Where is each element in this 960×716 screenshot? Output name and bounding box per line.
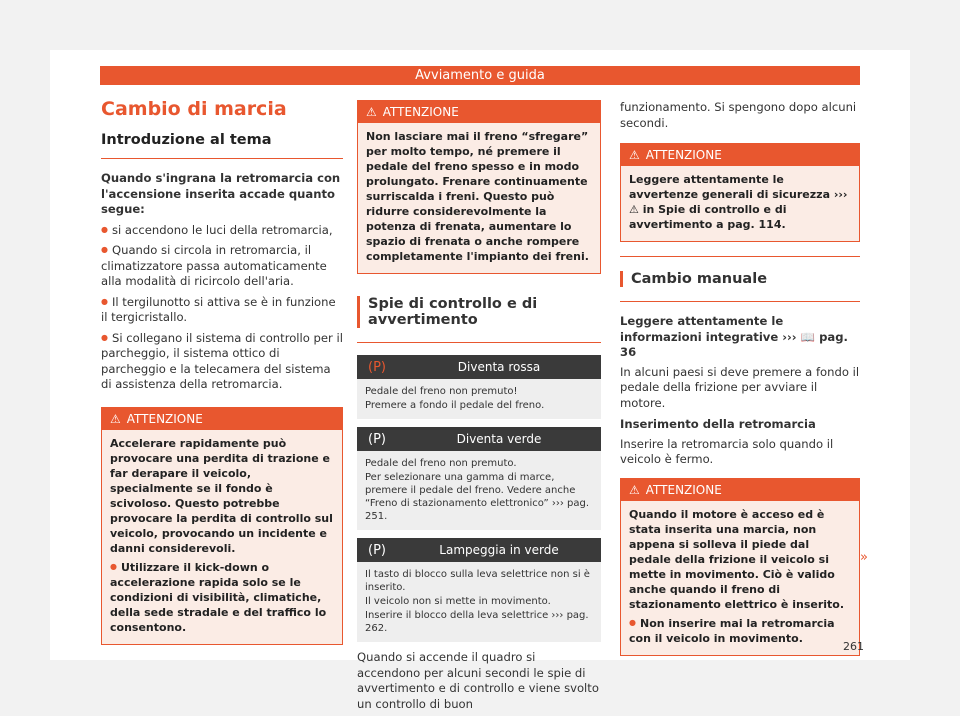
section-title: Spie di controllo e di avvertimento: [357, 296, 601, 328]
lamp-line: Pedale del freno non premuto!: [365, 386, 518, 397]
warning-label: ATTENZIONE: [382, 105, 459, 119]
warning-text: Non lasciare mai il freno “sfregare” per molto tempo, né premere il pedale del freno spesso e in modo prolungato. Frenare continuamente surriscalda i freni. Questo può ridurre considerevolmente la potenza di frenata, aumentare lo spazio di frenata o anche rompere completamente l'impianto dei freni.: [366, 130, 589, 263]
lamp-line: Il veicolo non si mette in movimento.: [365, 596, 551, 607]
brake-lamp-icon: (P): [368, 359, 386, 375]
closing-text: Quando si accende il quadro si accendono per alcuni secondi le spie di avvertimento e di controllo e viene svolto un controllo di buon: [357, 650, 599, 711]
warning-header: [621, 479, 859, 501]
lamp-line: Pedale del freno non premuto.: [365, 458, 517, 469]
lamp-header: [357, 538, 601, 562]
warning-triangle-icon: ⚠: [366, 105, 377, 119]
bullet-item: ● Quando si circola in retromarcia, il climatizzatore passa automaticamente alla modalità di ricircolo dell'aria.: [101, 242, 343, 290]
warning-box: [620, 143, 860, 242]
lamp-line: Per selezionare una gamma di marce, premere il pedale del freno. Vedere anche “Freno di stazionamento elettronico” ››› pag. 251.: [365, 472, 590, 522]
divider: [101, 158, 343, 159]
column-1: [101, 98, 343, 655]
page-number: 261: [843, 640, 864, 653]
continued-text: funzionamento. Si spengono dopo alcuni secondi.: [620, 100, 857, 130]
warning-label: ATTENZIONE: [645, 148, 722, 162]
paragraph: In alcuni paesi si deve premere a fondo il pedale della frizione per avviare il motore.: [620, 364, 860, 410]
lamp-description: [357, 562, 601, 642]
bullet-item: ● Si collegano il sistema di controllo per il parcheggio, il sistema ottico di parcheggio e la telecamera del sistema di assistenza della retromarcia.: [101, 330, 343, 393]
brake-lamp-icon: (P): [368, 431, 386, 447]
lamp-title: Diventa rossa: [457, 360, 541, 374]
warning-box: [101, 407, 343, 645]
chapter-header: Avviamento e guida: [100, 66, 860, 85]
lamp-entry-red: [357, 355, 601, 419]
lamp-line: Premere a fondo il pedale del freno.: [365, 400, 545, 411]
lamp-line: Il tasto di blocco sulla leva selettrice non si è inserito.: [365, 569, 590, 593]
page-title: Cambio di marcia: [101, 98, 287, 120]
warning-header: [358, 101, 600, 123]
lamp-entry-green: [357, 427, 601, 530]
subheading: Inserimento della retromarcia: [620, 417, 816, 431]
warning-triangle-icon: ⚠: [110, 411, 121, 426]
lamp-description: [357, 379, 601, 419]
warning-body: [102, 430, 342, 644]
warning-text: Accelerare rapidamente può provocare una perdita di trazione e far derapare il veicolo, specialmente se il fondo è scivoloso. Questo potrebbe provocare la perdita di controllo sul veicolo, provocando un incidente e danni considerevoli.: [110, 436, 333, 555]
lamp-title: Lampeggia in verde: [439, 543, 559, 557]
column-2: [357, 100, 601, 716]
divider: [620, 256, 860, 257]
warning-box: [357, 100, 601, 274]
warning-label: ATTENZIONE: [645, 482, 722, 497]
warning-triangle-icon: ⚠: [629, 148, 640, 162]
warning-triangle-icon: ⚠: [629, 482, 640, 497]
warning-body: [621, 501, 859, 655]
warning-bullet: ● Non inserire mai la retromarcia con il veicolo in movimento.: [629, 615, 851, 646]
lead-text: Leggere attentamente le informazioni integrative ››› 📖 pag. 36: [620, 314, 848, 359]
bullet-item: ● Il tergilunotto si attiva se è in funzione il tergicristallo.: [101, 294, 343, 326]
paragraph: Inserire la retromarcia solo quando il veicolo è fermo.: [620, 436, 834, 466]
lamp-header: [357, 427, 601, 451]
warning-text: Quando il motore è acceso ed è stata inserita una marcia, non appena si solleva il piede dal pedale della frizione il veicolo si mette in movimento. Ciò è valido anche quando il freno di stazionamento elettrico è inserito.: [629, 507, 845, 611]
column-3: [620, 100, 860, 666]
intro-text: Quando s'ingrana la retromarcia con l'accensione inserita accade quanto segue:: [101, 171, 341, 216]
warning-body: [621, 166, 859, 241]
bullet-item: ● si accendono le luci della retromarcia,: [101, 222, 343, 239]
divider: [620, 301, 860, 302]
lamp-entry-blinking-green: [357, 538, 601, 642]
warning-header: [621, 144, 859, 166]
brake-lamp-icon: (P): [368, 542, 386, 558]
warning-body: [358, 123, 600, 273]
divider: [357, 342, 601, 343]
lamp-line: Inserire il blocco della leva selettrice ››› pag. 262.: [365, 610, 589, 634]
lamp-description: [357, 451, 601, 530]
section-title: Cambio manuale: [620, 271, 860, 287]
continue-arrow-icon: »: [860, 550, 868, 565]
warning-header: [102, 408, 342, 430]
warning-bullet: ● Utilizzare il kick-down o accelerazione rapida solo se le condizioni di visibilità, climatiche, della sede stradale e del traffico lo consentono.: [110, 559, 334, 635]
lamp-header: [357, 355, 601, 379]
section-subtitle: Introduzione al tema: [101, 132, 272, 148]
warning-box: [620, 478, 860, 656]
warning-label: ATTENZIONE: [126, 411, 203, 426]
lamp-title: Diventa verde: [456, 432, 542, 446]
warning-text: Leggere attentamente le avvertenze generali di sicurezza ››› ⚠ in Spie di controllo e di avvertimento a pag. 114.: [629, 173, 848, 231]
